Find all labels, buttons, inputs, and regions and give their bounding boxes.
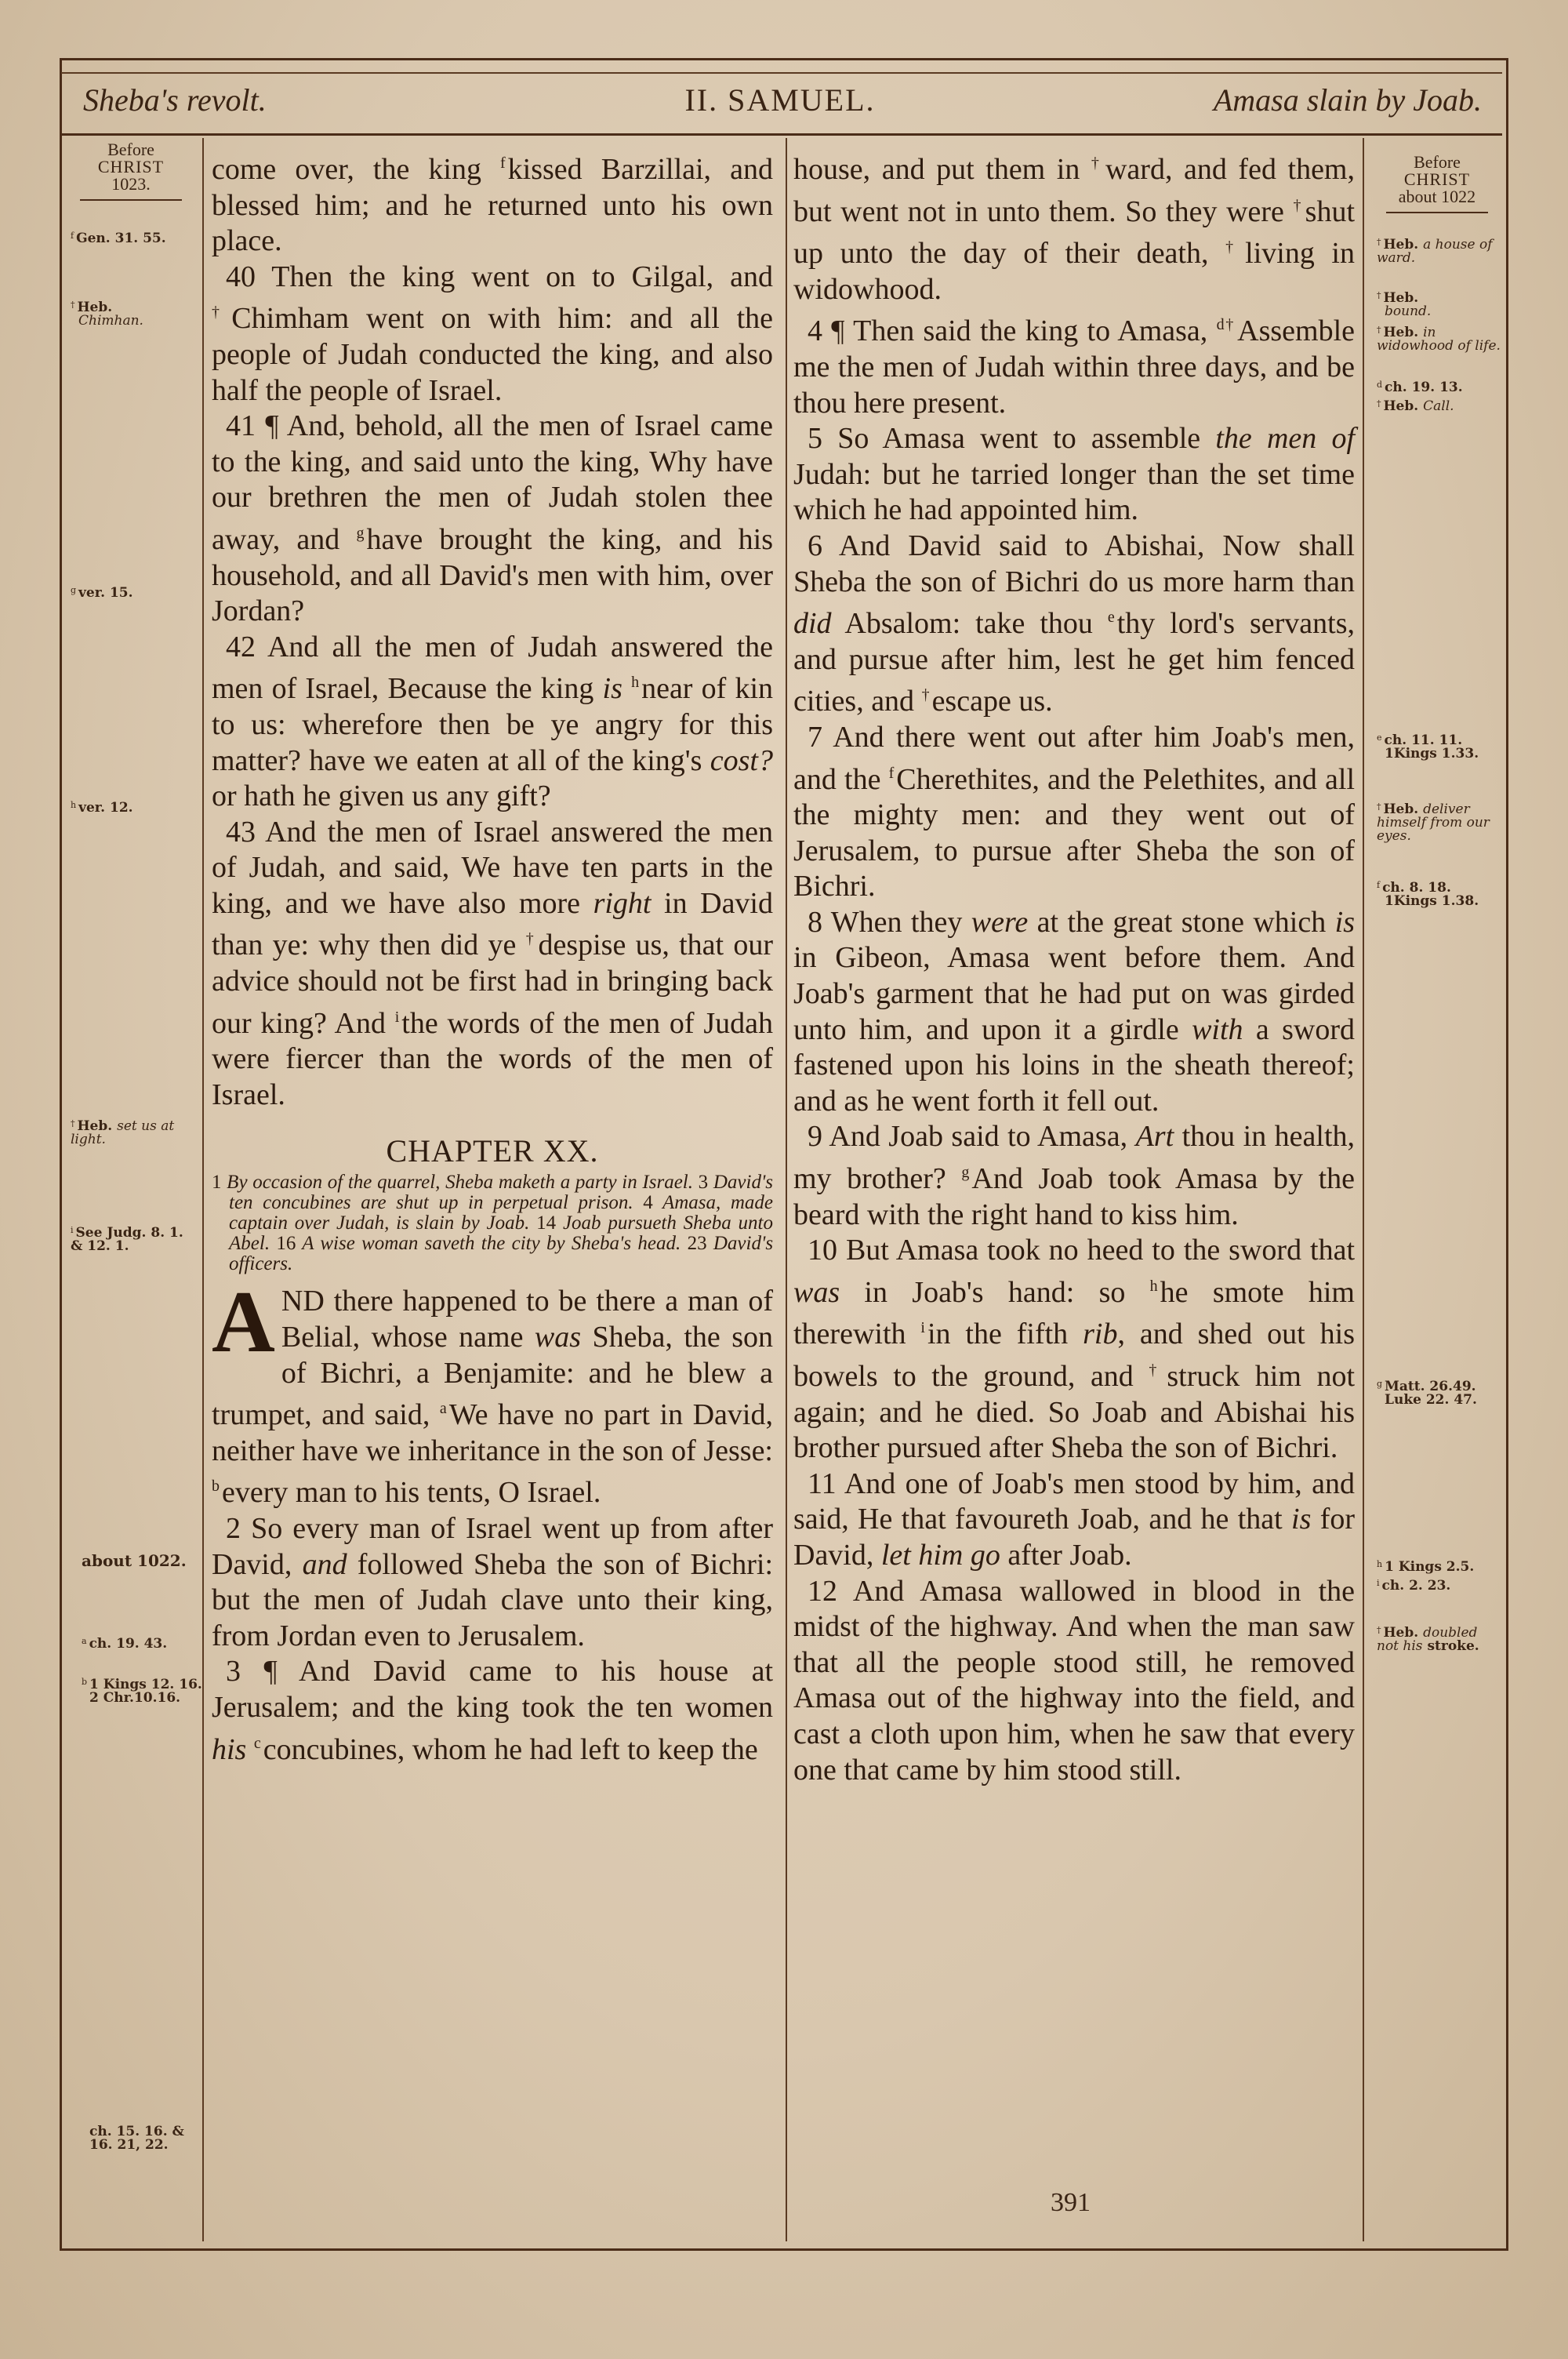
right-text-column xyxy=(793,146,1355,1788)
verse-42: 42 And all the men of Judah answered the men of Israel, Because the king is $^h$near of kin to us: wherefore then be ye angry for this matter? have we eaten at all of the king's cost? or hath he given us any gift? xyxy=(212,630,774,813)
verse-39-continued: come over, the king $^f$kissed Barzillai, and blessed him; and he returned unto his own place. xyxy=(212,153,773,258)
margin-note: † Heb. set us at light. xyxy=(71,1118,175,1147)
left-margin-rule xyxy=(202,138,204,2241)
margin-note: $^b$ 1 Kings 12. 16. 2 Chr.10.16. xyxy=(82,1677,202,1706)
margin-note: † Heb. deliver himself from our eyes. xyxy=(1377,801,1490,844)
verse-2: 2 So every man of Israel went up from after David, and followed Sheba the son of Bichri: but the men of Judah clave unto their king, from Jordan even to Jerusalem. xyxy=(212,1512,773,1652)
verse-41: 41 ¶ And, behold, all the men of Israel came to the king, and said unto the king, Why have our brethren the men of Judah stolen thee away, and $^g$have brought the king, and his household, and all David's men with him, over Jordan? xyxy=(212,409,774,628)
verse-40: 40 Then the king went on to Gilgal, and †Chimham went on with him: and all the people of Judah conducted the king, and also half the people of Israel. xyxy=(212,260,773,407)
verse-11: 11 And one of Joab's men stood by him, and said, He that favoureth Joab, and he that is for David, let him go after Joab. xyxy=(793,1467,1356,1572)
header-rule-bottom xyxy=(61,133,1502,136)
date-rule xyxy=(80,199,182,201)
page-number: 391 xyxy=(1051,2188,1091,2217)
running-head xyxy=(78,78,1482,125)
right-margin-notes xyxy=(1370,154,1504,218)
chapter-summary: 1 By occasion of the quarrel, Sheba maketh a party in Israel. 3 David's ten concubines are shut up in perpetual prison. 4 Amasa, made captain over Judah, is slain by Joab. 14 Joab pursueth Sheba unto Abel. 16 A wise woman saveth the city by Sheba's head. 23 David's officers. xyxy=(212,1172,774,1275)
verse-10: 10 But Amasa took no heed to the sword that was in Joab's hand: so $^h$he smote him therewith $^i$in the fifth rib, and shed out his bowels to the ground, and †struck him not again; and he died. So Joab and Abishai his brother pursued after Sheba the son of Bichri. xyxy=(793,1234,1356,1465)
left-date-label xyxy=(64,141,198,193)
verse-43: 43 And the men of Israel answered the men of Judah, and said, We have ten parts in the king, and we have also more right in David than ye: why then did ye †despise us, that our advice should not be first had in bringing back our king? And $^i$the words of the men of Judah were fiercer than the words of the men of Israel. xyxy=(212,815,774,1111)
chapter-heading: CHAPTER XX. xyxy=(386,1133,599,1169)
left-text-column xyxy=(212,146,773,1768)
date-christ: CHRIST xyxy=(1403,169,1471,189)
center-gutter-rule xyxy=(786,138,787,2241)
running-head-right: Amasa slain by Joab. xyxy=(1213,82,1482,118)
margin-note: $^i$ ch. 2. 23. xyxy=(1377,1578,1451,1594)
verse-4: 4 ¶ Then said the king to Amasa, $^{d\dagger}$Assemble me the men of Judah within three days, and be thou here present. xyxy=(793,314,1355,420)
margin-note: $^f$ ch. 8. 18. 1Kings 1.38. xyxy=(1377,880,1479,909)
left-margin-notes xyxy=(64,141,198,205)
verse-7: 7 And there went out after him Joab's men, and the $^f$Cherethites, and the Pelethites, and all the mighty men: and they went out of Jerusalem, to pursue after Sheba the son of Bichri. xyxy=(793,720,1355,903)
margin-note: $^h$ ver. 12. xyxy=(71,800,133,816)
verse-8: 8 When they were at the great stone which is in Gibeon, Amasa went before them. And Joab's garment that he had put on was girded unto him, and upon it a girdle with a sword fastened upon his loins in the sheath thereof; and as he went forth it fell out. xyxy=(793,905,1356,1118)
header-rule-top xyxy=(61,72,1502,74)
margin-note: † Heb. Chimhan. xyxy=(71,300,143,329)
right-margin-rule xyxy=(1363,138,1364,2241)
verse-9: 9 And Joab said to Amasa, Art thou in health, my brother? $^g$And Joab took Amasa by the beard with the right hand to kiss him. xyxy=(793,1120,1356,1231)
running-head-book-title: II. SAMUEL. xyxy=(684,82,876,118)
margin-note: † Heb. Call. xyxy=(1377,398,1454,414)
running-head-left: Sheba's revolt. xyxy=(83,82,267,118)
margin-note: $^e$ ch. 11. 11. 1Kings 1.33. xyxy=(1377,732,1479,761)
verse-12: 12 And Amasa wallowed in blood in the midst of the highway. And when the man saw that all the people stood still, he removed Amasa out of the highway into the field, and cast a cloth upon him, when he saw that every one that came by him stood still. xyxy=(793,1574,1356,1787)
date-year: 1023. xyxy=(111,174,151,194)
margin-note: ch. 15. 16. & 16. 21, 22. xyxy=(89,2124,184,2153)
margin-note: † Heb. bound. xyxy=(1377,290,1432,319)
margin-note: $^i$ See Judg. 8. 1. & 12. 1. xyxy=(71,1225,183,1254)
verse-3: 3 ¶ And David came to his house at Jerusalem; and the king took the ten women his $^c$concubines, whom he had left to keep the xyxy=(212,1655,774,1766)
date-before: Before xyxy=(107,140,154,159)
margin-note: † Heb. in widowhood of life. xyxy=(1377,325,1501,354)
date-before: Before xyxy=(1414,152,1461,172)
margin-note: $^f$ Gen. 31. 55. xyxy=(71,231,166,246)
margin-note: † Heb. a house of ward. xyxy=(1377,237,1493,266)
verse-5: 5 So Amasa went to assemble the men of Judah: but he tarried longer than the set time which he had appointed him. xyxy=(793,422,1356,527)
date-year: about 1022 xyxy=(1398,187,1476,206)
margin-note: $^g$ Matt. 26.49. Luke 22. 47. xyxy=(1377,1379,1477,1408)
margin-date-note: about 1022. xyxy=(82,1551,187,1570)
margin-note: $^a$ ch. 19. 43. xyxy=(82,1636,168,1652)
right-date-label xyxy=(1370,154,1504,205)
date-rule xyxy=(1386,212,1488,213)
margin-note: $^h$ 1 Kings 2.5. xyxy=(1377,1559,1475,1575)
drop-cap: A xyxy=(212,1274,275,1372)
margin-note: $^g$ ver. 15. xyxy=(71,585,133,601)
verse-3-continued: house, and put them in †ward, and fed them, but went not in unto them. So they were †shut up unto the day of their death, †living in widowhood. xyxy=(793,153,1356,306)
verse-1: AND there happened to be there a man of Belial, whose name was Sheba, the son of Bichri, a Benjamite: and he blew a trumpet, and said, $^a$We have no part in David, neither have we inheritance in the son of Jesse: $^b$every man to his tents, O Israel. xyxy=(212,1274,774,1510)
margin-note: † Heb. doubled not his stroke. xyxy=(1377,1625,1479,1654)
date-christ: CHRIST xyxy=(97,157,165,176)
margin-note: $^d$ ch. 19. 13. xyxy=(1377,380,1463,395)
verse-6: 6 And David said to Abishai, Now shall Sheba the son of Bichri do us more harm than did Absalom: take thou $^e$thy lord's servants, and pursue after him, lest he get him fenced cities, and †escape us. xyxy=(793,529,1355,718)
